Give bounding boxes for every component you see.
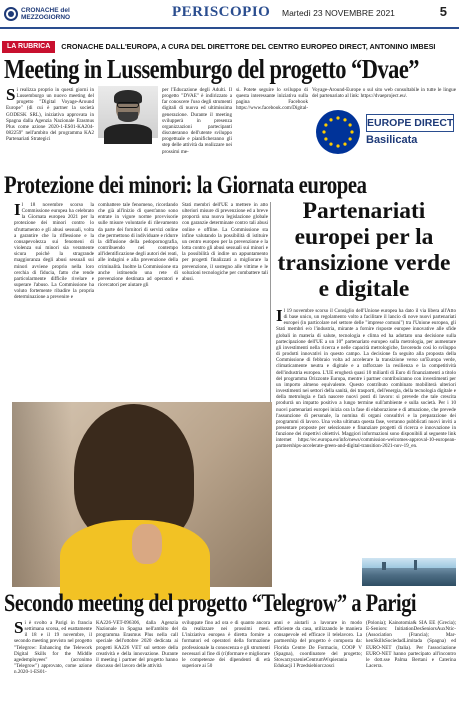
logo-line-1: CRONACHE del	[21, 7, 70, 14]
masthead	[0, 0, 459, 33]
article-2-text-2: combattere tale fenomeno, ricordando che già all'inizio di quest'anno sono entrate in vigore norme provvisorie sulle misure volontarie di rilevamento da parte dei fornitori di servizi online che permettono di individuare e ridurre la diffusione della pedopornografia, contribuendo nel contempo all'identificazione degli autori dei reati, alle indagini e alla prevenzione della criminalità. Inoltre la Commissione sta anche istituendo una rete di prevenzione destinata ad operatori e ricercatori per aiutare gli	[98, 202, 178, 289]
article-2-text-3: Stati membri dell'UE a mettere in atto ulteriori misure di prevenzione ed a breve proporrà una nuova legislazione globale con garanzie determinate contro tali abusi online e offline. La Commissione sta infine valutando la possibilità di istituire un centro europeo per la prevenzione e la lotta contro gli abusi sessuali sui minori e la possibilità di indire un appuntamento per progetti finalizzati a migliorare la prevenzione, il sostegno alle vittime e le soluzioni tecnologiche per combattere tali abusi.	[182, 202, 268, 282]
europe-direct-title: EUROPE DIRECT	[366, 114, 454, 132]
publication-date: Martedì 23 NOVEMBRE 2021	[282, 8, 395, 18]
article-1-text-2: per l'Educazione degli Adulti. Il progetto "DVAE" è indirizzato a far conoscere l'uso degli strumenti digitali di nuova ed ultimissima generazione. Durante il meeting svilupperà in presenza organizzazioni partecipanti discuteranno dell'utente sviluppo progettuale e pianificheranno gli step delle attività da realizzare nei prossimi me-	[162, 87, 232, 155]
rubric-bar	[2, 40, 457, 53]
article-2-column-2	[98, 202, 178, 398]
child-protection-photo	[12, 402, 272, 587]
article-1-column-3	[236, 87, 309, 112]
article-1-dropcap: S	[6, 85, 16, 104]
article-4-dropcap: S	[14, 618, 24, 637]
article-1-column-2	[162, 87, 232, 155]
article-1-text-4: Voyage-Around-Europe o sul sito web consultabile in tutte le lingue del partenariato al link: https://dvaeproject.eu/.	[312, 87, 456, 100]
section-name: PERISCOPIO	[172, 4, 271, 20]
article-3-text: l 19 novembre scorso il Consiglio dell'Unione europea ha dato il via libera all'Atto di base unico, un regolamento volto a facilitare il lancio di nove nuovi partenariati europei (in particolare nel settore delle "imprese comuni") tra l'Unione europea, gli Stati membri e/o l'industria, mirante a fornire risposte europee innovative alle sfide globali in materia di salute, tecnologia e clima ed ha adottato una decisione sulla partecipazione dell'UE a un 10° partenariato europeo sulla metrologia, per aumentare gli investimenti nella ricerca e nelle capacità metrologiche, favorendo così lo sviluppo di prodotti innovativi in questo campo. La decisione fa seguito alla proposta della Commissione di febbraio volta ad accelerare la transizione verso un'Europa verde, climaticamente neutra e digitale e a rafforzare la resilienza e la competitività dell'industria europea. L'UE erogherà quasi 10 miliardi di Euro di finanziamenti a titolo del programma Orizzonte Europa, mentre i partner contribuiranno con investimenti per un importo almeno equivalente. Questo contributo combinato mobiliterà ulteriori investimenti nei settori della sanità, dei trasporti, dell'energia, della tecnologia digitale e della metrologia e farà nascere nuovi posti di lavoro: si prevede che tale crescita produrrà un impatto positivo a lungo termine sull'ambiente e sulla società. Per i 10 nuovi partenariati europei inizia ora la fase di elaborazione e di attuazione, che prevede l'assunzione di personale, la nomina di organi consultivi e la preparazione dei programmi di lavoro. Una volta ultimata questa fase, verranno pubblicati nuovi inviti a presentare proposte per selezionare e finanziare progetti di ricerca e innovazione in funzione dei rispettivi obiettivi. Maggiori informazioni sono disponibili al seguente link internet https://ec.europa.eu/info/news/commission-welcomes-approval-10-european-partnerships-accelerate-green-and-digital-transition-2021-nov-19_en.	[276, 308, 456, 450]
article-1-column-4	[312, 87, 456, 105]
logo-mark-icon	[4, 7, 18, 21]
article-4-column-4	[274, 620, 362, 712]
article-4-text-1: i è svolto a Parigi in francia settimana scorsa, ed esattamente il 18 e il 19 novembre, il secondo meeting previsto nel progetto "Telegrow: Enhancing the Telework Digital Skills for the Middle agedemployees" (acronimo "Telegrow") approvato, come azione n.2020-1-ES01-	[14, 620, 92, 676]
article-4-column-5	[366, 620, 456, 712]
article-4-text-4: anni e aiutarli a lavorare in modo efficiente da casa, utilizzando le maniera consapevole ed efficace il telelavoro. La partnership del progetto è composta da: Florida Centre De Formacio, COOP V (Spagna), coordinatore del progetto; StowarzyszenieCentrumWspierania Edukacji I Przedsiebiorczosci	[274, 620, 362, 670]
article-1-text-1: i realizza proprio in questi giorni in Lussemburgo un nuovo meeting del progetto "Digital Voyage-Around Europe" (di cui è partner la società GODESK SRL), iniziativa approvata in Spagna dalla Agenzia Nazionale Erasmus Plus come azione 2020-1-ES01-KA204-082259" nell'ambito del programma KA2 Partenariati Strategici	[6, 87, 94, 143]
article-2-text-1: l 18 novembre scorso la Commissione europea ha celebrato la Giornata europea 2021 per la protezione dei minori contro lo sfruttamento e gli abusi sessuali, volta a garantire che la riflessione e la consapevolezza sui fenomeni di violenza sui minori sia veramente sicura poichè la stragrande maggioranza degli abusi sessuali sui minori avviene proprio nella loro cerchia di fiducia, fatto che rende particolarmente difficile rivelare e superare l'abuso. La Commissione ha voluto fortemente ribadire la propria determinazione a prevenire e	[14, 202, 94, 301]
eu-stars-icon	[316, 110, 360, 154]
page-number: 5	[439, 4, 447, 19]
article-2-dropcap: I	[14, 200, 21, 219]
article-3-body	[276, 308, 456, 558]
article-3-headline: Partenariati europei per la transizione verde e digitale	[277, 198, 451, 302]
europe-direct-region: Basilicata	[366, 134, 418, 146]
europe-direct-logo	[316, 108, 456, 158]
aerial-city-photo	[362, 558, 456, 586]
article-4-text-2: KA226-VET-096306, dalla Agenzia Nazionale in Spagna nell'ambito del programma Erasmus Plus nella call speciale dell'ottobre 2020 dedicata ai progetti KA226 VET sul settore della creatività e della innovazione. Durante il meeting i partner del progetto hanno discusso del lavoro delle attività	[96, 620, 178, 670]
rubric-tag: LA RUBRICA	[2, 41, 55, 53]
rubric-text: CRONACHE DALL'EUROPA, A CURA DEL DIRETTORE DEL CENTRO EUROPEO DIRECT, ANTONINO IMBESI	[61, 42, 436, 51]
article-1-column-1	[6, 87, 94, 149]
article-4-headline: Secondo meeting del progetto “Telegrow” a Parigi	[4, 590, 417, 617]
article-2-column-3	[182, 202, 268, 398]
article-1-text-3: si. Potete seguire lo sviluppo di questa interessante iniziativa sulla pagina Facebook https://www.facebook.com/Digital-	[236, 87, 309, 112]
article-4-text-5: (Polonia); Kainotomia& SIA EE (Grecia); E-Seniors: InitiationDesSeniorsAuxNtic-(Association (Francia); Mar-kenSkillsSociedadLimitada (Spagna) ed EURO-NET (Italia). Per l'associazione EURO-NET hanno partecipato all'incontro le dott.sse Palma Bertani e Caterina Lacerra.	[366, 620, 456, 670]
article-4-column-3	[182, 620, 270, 712]
article-3-dropcap: I	[276, 306, 283, 325]
logo-line-2: MEZZOGIORNO	[21, 14, 71, 21]
newspaper-logo[interactable]	[4, 6, 124, 22]
masthead-divider	[0, 27, 459, 29]
article-4-text-3: sviluppate fino ad ora e di quanto ancora da realizzare nei prossimi mesi. L'iniziativa europea è diretta fornire a formatori ed operatori della formazione professionale la conoscenza e gli strumenti necessari al fine di (ri)formare e migliorare le competenze dei dipendenti di età superiore ai 50	[182, 620, 270, 670]
article-2-column-1	[14, 202, 94, 398]
article-4-column-1	[14, 620, 92, 712]
author-portrait-photo	[98, 86, 158, 138]
article-4-column-2	[96, 620, 178, 712]
article-1-headline: Meeting in Lussemburgo del progetto “Dvae”	[4, 54, 420, 84]
article-2-headline: Protezione dei minori: la Giornata europea	[4, 170, 367, 199]
